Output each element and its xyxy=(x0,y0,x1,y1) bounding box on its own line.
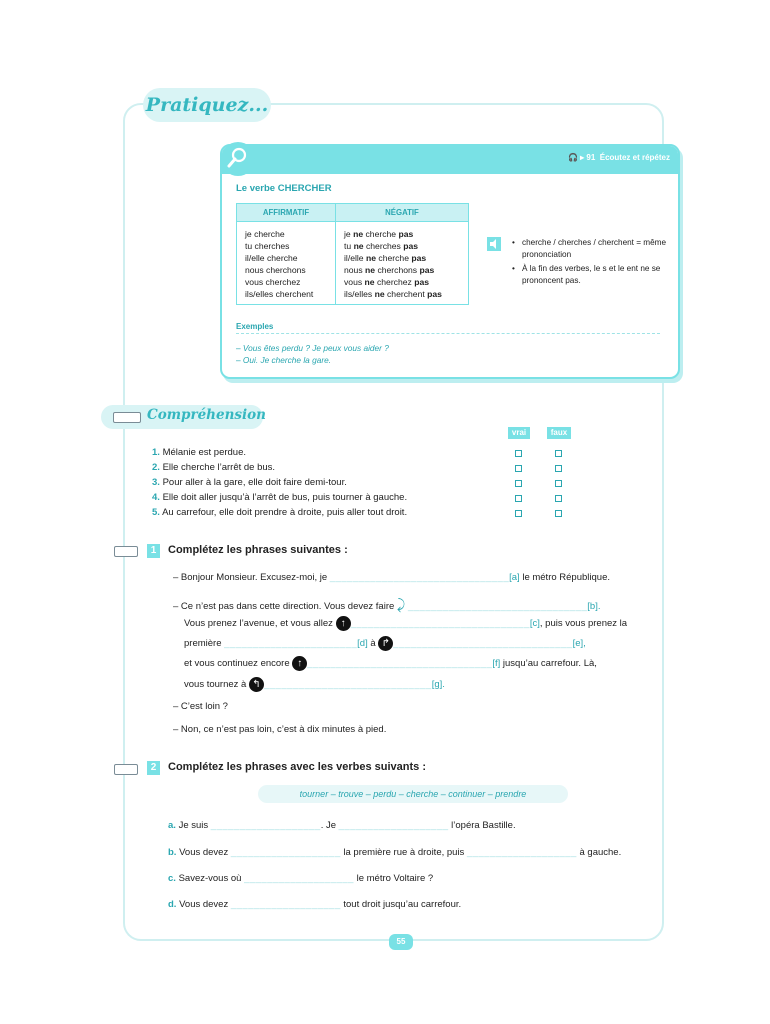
exercise-title: Complétez les phrases avec les verbes suivants : xyxy=(168,761,427,773)
exercise-line: – Non, ce n’est pas loin, c’est à dix minutes à pied. xyxy=(173,724,387,735)
exercise-line: et vous continuez encore ↑ ________________________________[f] jusqu’au carrefour. Là, xyxy=(184,658,597,670)
pronunciation-notes xyxy=(510,237,670,289)
pencil-icon xyxy=(114,546,138,557)
verb-title: Le verbe CHERCHER xyxy=(236,183,332,194)
example-line: – Vous êtes perdu ? Je peux vous aider ? xyxy=(236,343,389,353)
blank-field[interactable]: ___________________ xyxy=(210,820,321,831)
blank-field[interactable]: ___________________ xyxy=(244,873,354,884)
exercise-item: b. Vous devez ___________________ la première rue à droite, puis ___________________ à gauche. xyxy=(168,847,622,858)
arrow-up-icon: ↑ xyxy=(336,616,351,631)
faux-checkbox[interactable] xyxy=(555,495,562,502)
section-title: Pratiquez... xyxy=(143,88,271,122)
example-line: – Oui. Je cherche la gare. xyxy=(236,355,332,365)
card-header xyxy=(222,146,678,174)
affirmatif-column xyxy=(237,222,336,305)
exercise-line: vous tournez à ↰ _____________________________[g]. xyxy=(184,679,445,691)
exercise-item: a. Je suis ___________________. Je ___________________ l’opéra Bastille. xyxy=(168,820,516,831)
comprehension-title: Compréhension xyxy=(147,407,266,423)
exercise-line: – Ce n’est pas dans cette direction. Vous devez faire ⤸ _______________________________[b]. xyxy=(173,596,601,612)
statement-row: 2. Elle cherche l’arrêt de bus. xyxy=(152,462,276,473)
vrai-checkbox[interactable] xyxy=(515,495,522,502)
audio-instruction: Écoutez et répétez xyxy=(599,153,670,162)
divider xyxy=(236,333,660,334)
turn-left-icon: ↰ xyxy=(249,677,264,692)
exercise-number: 1 xyxy=(147,544,160,558)
speaker-icon[interactable] xyxy=(487,237,501,251)
blank-field[interactable]: ________________________________ xyxy=(307,658,493,670)
blank-field[interactable]: _______________________________ xyxy=(407,601,588,612)
vrai-checkbox[interactable] xyxy=(515,480,522,487)
negatif-line: vous ne cherchez pas xyxy=(344,277,430,287)
exercise-line: Vous prenez l’avenue, et vous allez ↑ _______________________________[c], puis vous prenez la xyxy=(184,618,628,630)
negatif-line: ils/elles ne cherchent pas xyxy=(344,289,442,299)
blank-field[interactable]: ___________________ xyxy=(230,847,341,858)
affirmatif-line: il/elle cherche xyxy=(245,253,298,263)
affirmatif-line: vous cherchez xyxy=(245,277,301,287)
note-item: • cherche / cherches / cherchent = même prononciation xyxy=(510,237,670,260)
faux-checkbox[interactable] xyxy=(555,450,562,457)
vrai-checkbox[interactable] xyxy=(515,450,522,457)
statement-row: 3. Pour aller à la gare, elle doit faire demi-tour. xyxy=(152,477,347,488)
magnifier-icon xyxy=(221,142,255,176)
page-number: 55 xyxy=(389,934,413,950)
affirmatif-line: je cherche xyxy=(245,229,285,239)
faux-checkbox[interactable] xyxy=(555,465,562,472)
statement-row: 1. Mélanie est perdue. xyxy=(152,447,247,458)
vrai-checkbox[interactable] xyxy=(515,510,522,517)
blank-field[interactable]: ___________________ xyxy=(230,899,341,910)
blank-field[interactable]: _______________________________ xyxy=(350,618,530,630)
affirmatif-line: tu cherches xyxy=(245,241,290,251)
audio-track: 91 xyxy=(586,153,596,162)
headphones-icon: 🎧 xyxy=(567,153,578,162)
blank-field[interactable]: _______________________________ xyxy=(393,638,573,650)
examples-label: Exemples xyxy=(236,322,274,331)
affirmatif-line: ils/elles cherchent xyxy=(245,289,314,299)
turn-right-icon: ↱ xyxy=(378,636,393,651)
negatif-line: il/elle ne cherche pas xyxy=(344,253,427,263)
pencil-icon xyxy=(114,764,138,775)
exercise-item: c. Savez-vous où ___________________ le métro Voltaire ? xyxy=(168,873,434,884)
exercise-item: d. Vous devez ___________________ tout droit jusqu’au carrefour. xyxy=(168,899,462,910)
u-turn-icon: ⤸ xyxy=(396,596,406,612)
blank-field[interactable]: ___________________ xyxy=(338,820,449,831)
vrai-checkbox[interactable] xyxy=(515,465,522,472)
statement-row: 5. Au carrefour, elle doit prendre à droite, puis aller tout droit. xyxy=(152,507,408,518)
statement-row: 4. Elle doit aller jusqu’à l’arrêt de bus, puis tourner à gauche. xyxy=(152,492,408,503)
note-item: • À la fin des verbes, le s et le ent ne se prononcent pas. xyxy=(510,263,670,286)
negatif-line: je ne cherche pas xyxy=(344,229,414,239)
arrow-up-icon: ↑ xyxy=(292,656,307,671)
negatif-line: tu ne cherches pas xyxy=(344,241,419,251)
negatif-line: nous ne cherchons pas xyxy=(344,265,435,275)
exercise-line: première _______________________[d] à ↱ _______________________________[e], xyxy=(184,638,586,650)
faux-checkbox[interactable] xyxy=(555,510,562,517)
vrai-label: vrai xyxy=(508,427,530,439)
affirmatif-line: nous cherchons xyxy=(245,265,306,275)
comprehension-header xyxy=(101,405,266,429)
exercise-title: Complétez les phrases suivantes : xyxy=(168,544,348,556)
header-affirmatif: AFFIRMATIF xyxy=(237,204,336,222)
word-bank: tourner – trouve – perdu – cherche – continuer – prendre xyxy=(258,785,568,803)
exercise-line: – C’est loin ? xyxy=(173,701,228,712)
faux-checkbox[interactable] xyxy=(555,480,562,487)
negatif-column xyxy=(336,222,469,305)
blank-field[interactable]: ___________________ xyxy=(466,847,577,858)
pencil-icon xyxy=(113,412,141,423)
conjugation-table xyxy=(236,203,469,305)
exercise-number: 2 xyxy=(147,761,160,775)
audio-label[interactable]: 🎧 ▸ 91 Écoutez et répétez xyxy=(567,153,670,162)
blank-field[interactable]: _______________________________ xyxy=(329,572,510,583)
faux-label: faux xyxy=(547,427,571,439)
header-negatif: NÉGATIF xyxy=(336,204,469,222)
exercise-line: – Bonjour Monsieur. Excusez-moi, je _______________________________[a] le métro République. xyxy=(173,572,610,583)
blank-field[interactable]: _______________________ xyxy=(224,638,358,650)
blank-field[interactable]: _____________________________ xyxy=(263,679,432,691)
